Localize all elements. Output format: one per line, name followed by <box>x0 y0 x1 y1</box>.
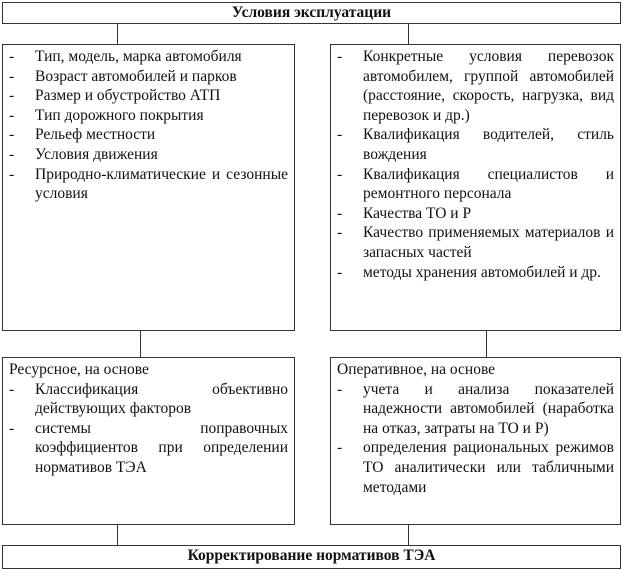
connector-top-left <box>117 24 118 44</box>
list-item: - учета и анализа показателей надежности автомобилей (наработка на отказ, затраты на ТО и Р) <box>337 380 614 437</box>
list-item: - Качества ТО и Р <box>337 204 472 222</box>
list-item: - Конкретные условия перевозок автомобилем, группой автомобилей (расстояние, скорость, нагрузка, вид перевозок и др.) <box>337 48 614 124</box>
list-item: - Классификация объективно действующих факторов <box>9 380 288 418</box>
list-item: - Квалификация водителей, стиль вождения <box>337 126 614 163</box>
list-item: - системы поправочных коэффициентов при определении нормативов ТЭА <box>9 419 288 476</box>
bottom-header-box <box>2 545 621 569</box>
list-item: - Размер и обустройство АТП <box>9 87 221 105</box>
right-factors-box <box>330 44 621 331</box>
operative-box <box>330 357 621 525</box>
list-item: - Тип, модель, марка автомобиля <box>9 48 242 65</box>
bottom-header-title: Корректирование нормативов ТЭА <box>187 547 436 564</box>
resource-list <box>9 380 288 478</box>
list-item: - Качество применяемых материалов и запасных частей <box>337 224 614 261</box>
resource-title: Ресурсное, на основе <box>9 361 149 378</box>
right-factors-list <box>337 47 614 282</box>
operative-list <box>337 380 614 498</box>
connector-bottom-right <box>408 525 409 545</box>
list-item: - Тип дорожного покрытия <box>9 106 204 124</box>
list-item: - Условия движения <box>9 145 158 163</box>
list-item: - определения рациональных режимов ТО аналитически или табличными методами <box>337 439 614 496</box>
connector-mid-right <box>486 331 487 357</box>
operative-title: Оперативное, на основе <box>337 361 496 378</box>
list-item: - Природно-климатические и сезонные условия <box>9 165 288 203</box>
left-factors-box <box>2 44 295 331</box>
list-item: - Возраст автомобилей и парков <box>9 67 237 85</box>
list-item: - методы хранения автомобилей и др. <box>337 263 601 281</box>
resource-box <box>2 357 295 525</box>
connector-mid-left <box>140 331 141 357</box>
top-header-title: Условия эксплуатации <box>231 4 392 21</box>
connector-bottom-left <box>117 525 118 545</box>
connector-top-right <box>408 24 409 44</box>
list-item: - Рельеф местности <box>9 126 156 144</box>
list-item: - Квалификация специалистов и ремонтного персонала <box>337 165 614 203</box>
left-factors-list <box>9 47 288 204</box>
top-header-box <box>2 2 621 24</box>
